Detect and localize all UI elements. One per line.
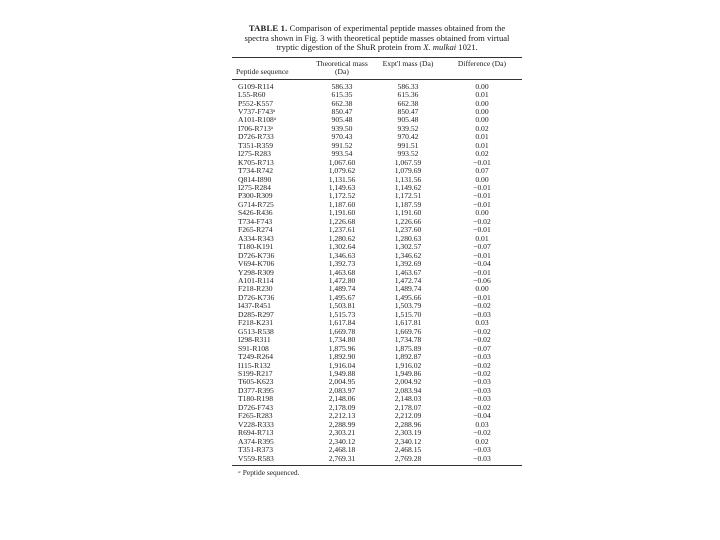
cell-theoretical: 1,669.78 — [328, 326, 356, 336]
cell-difference: −0.01 — [473, 157, 491, 167]
cell-peptide: S426-R436 — [238, 208, 273, 218]
cell-experimental: 1,503.79 — [394, 301, 422, 311]
cell-experimental: 1,131.56 — [394, 174, 422, 184]
cell-difference: −0.04 — [473, 411, 491, 421]
cell-peptide: P552-K557 — [238, 98, 274, 108]
cell-theoretical: 1,495.67 — [328, 292, 356, 302]
cell-experimental: 1,734.78 — [394, 335, 422, 345]
cell-experimental: 1,191.60 — [394, 208, 422, 218]
cell-theoretical: 1,280.62 — [328, 233, 356, 243]
cell-difference: 0.00 — [475, 81, 489, 91]
cell-theoretical: 1,617.84 — [328, 318, 356, 328]
footnote-mark: ᵃ — [238, 467, 241, 477]
cell-experimental: 939.52 — [397, 123, 419, 133]
cell-theoretical: 1,067.60 — [328, 157, 356, 167]
cell-peptide: S199-R217 — [238, 369, 273, 378]
cell-experimental: 970.42 — [397, 132, 419, 142]
cell-experimental: 991.51 — [397, 140, 419, 150]
cell-theoretical: 1,079.62 — [328, 166, 356, 176]
cell-theoretical: 662.38 — [331, 98, 353, 108]
cell-experimental: 2,468.15 — [394, 445, 422, 455]
cell-peptide: T734-F743 — [238, 216, 273, 226]
cell-difference: −0.01 — [473, 267, 491, 277]
cell-difference: −0.03 — [473, 394, 491, 404]
cell-peptide: A101-R114 — [238, 276, 274, 286]
cell-theoretical: 939.50 — [331, 123, 353, 133]
header-experimental: Expt'l mass (Da) — [382, 58, 434, 68]
caption-species: X. mulkai — [423, 42, 457, 53]
cell-peptide: T734-R742 — [238, 166, 274, 176]
cell-theoretical: 1,149.63 — [328, 183, 356, 193]
cell-experimental: 1,949.86 — [394, 369, 422, 378]
cell-peptide: T351-R359 — [238, 140, 274, 150]
table-body — [232, 80, 522, 465]
cell-theoretical: 1,472.80 — [328, 276, 356, 286]
cell-theoretical: 1,191.60 — [328, 208, 356, 218]
cell-theoretical: 1,489.74 — [328, 284, 356, 294]
cell-difference: −0.01 — [473, 183, 491, 193]
cell-experimental: 2,083.94 — [394, 385, 422, 395]
cell-theoretical: 970.43 — [331, 132, 353, 142]
cell-peptide: L55-R60 — [238, 90, 266, 100]
cell-experimental: 2,178.07 — [394, 402, 422, 412]
cell-peptide: G714-R725 — [238, 199, 274, 209]
cell-experimental: 1,669.76 — [394, 326, 422, 336]
cell-theoretical: 1,463.68 — [328, 267, 356, 277]
cell-peptide: I275-R284 — [238, 183, 271, 193]
cell-theoretical: 1,187.60 — [328, 199, 356, 209]
cell-peptide: D377-R395 — [238, 385, 274, 395]
cell-difference: −0.01 — [473, 292, 491, 302]
cell-experimental: 2,303.19 — [394, 428, 422, 438]
cell-difference: −0.07 — [473, 343, 491, 353]
cell-experimental: 1,187.59 — [394, 199, 422, 209]
cell-peptide: R694-R713 — [238, 428, 274, 438]
cell-theoretical: 1,734.80 — [328, 335, 356, 345]
cell-theoretical: 1,503.81 — [328, 301, 356, 311]
cell-experimental: 1,172.51 — [394, 191, 422, 201]
cell-difference: −0.02 — [473, 402, 491, 412]
cell-experimental: 1,237.60 — [394, 225, 422, 235]
cell-difference: 0.01 — [475, 140, 489, 150]
cell-difference: 0.02 — [475, 436, 489, 446]
cell-peptide: G513-R538 — [238, 326, 274, 336]
cell-experimental: 1,515.70 — [394, 309, 422, 319]
cell-experimental: 1,392.69 — [394, 259, 422, 269]
cell-difference: −0.02 — [473, 369, 491, 378]
cell-experimental: 1,892.87 — [394, 352, 422, 362]
cell-theoretical: 2,288.99 — [328, 419, 356, 429]
cell-experimental: 662.38 — [397, 98, 419, 108]
cell-difference: −0.03 — [473, 309, 491, 319]
header-peptide: Peptide sequence — [236, 67, 289, 77]
cell-peptide: I706-R713ᵃ — [238, 123, 273, 133]
cell-difference: −0.03 — [473, 445, 491, 455]
cell-theoretical: 993.54 — [331, 149, 353, 159]
cell-experimental: 850.47 — [397, 106, 419, 116]
cell-peptide: P300-R309 — [238, 191, 273, 201]
cell-peptide: D726-R733 — [238, 132, 274, 142]
cell-theoretical: 1,302.64 — [328, 242, 356, 252]
cell-experimental: 1,495.66 — [394, 292, 422, 302]
cell-experimental: 2,288.96 — [394, 419, 422, 429]
cell-experimental: 1,875.89 — [394, 343, 422, 353]
cell-peptide: I437-R451 — [238, 301, 271, 311]
cell-theoretical: 615.35 — [331, 90, 353, 100]
cell-theoretical: 2,340.12 — [328, 436, 356, 446]
footnote — [232, 468, 522, 477]
cell-peptide: T351-R373 — [238, 445, 274, 455]
cell-theoretical: 586.33 — [331, 81, 353, 91]
cell-peptide: K705-R713 — [238, 157, 274, 167]
cell-difference: 0.07 — [475, 166, 489, 176]
cell-experimental: 2,212.09 — [394, 411, 422, 421]
cell-experimental: 1,463.67 — [394, 267, 422, 277]
cell-theoretical: 1,892.90 — [328, 352, 356, 362]
cell-theoretical: 1,875.96 — [328, 343, 356, 353]
cell-theoretical: 1,515.73 — [328, 309, 356, 319]
cell-difference: 0.00 — [475, 106, 489, 116]
cell-peptide: V559-R583 — [238, 453, 274, 463]
cell-experimental: 1,079.69 — [394, 166, 422, 176]
cell-experimental: 1,346.62 — [394, 250, 422, 260]
table-page — [232, 24, 522, 529]
table-label: TABLE 1. — [248, 23, 288, 33]
cell-theoretical: 2,769.31 — [328, 453, 356, 463]
cell-theoretical: 2,178.09 — [328, 402, 356, 412]
cell-peptide: G109-R114 — [238, 81, 274, 91]
cell-peptide: V228-R333 — [238, 419, 274, 429]
header-row — [232, 58, 522, 79]
cell-difference: −0.03 — [473, 453, 491, 463]
footnote-text: Peptide sequenced. — [240, 467, 300, 477]
cell-theoretical: 1,172.52 — [328, 191, 356, 201]
cell-peptide: F218-K231 — [238, 318, 274, 328]
cell-theoretical: 1,916.04 — [328, 360, 356, 370]
cell-difference: 0.01 — [475, 132, 489, 142]
cell-experimental: 1,149.62 — [394, 183, 422, 193]
cell-theoretical: 1,949.88 — [328, 369, 356, 378]
cell-difference: −0.01 — [473, 191, 491, 201]
cell-peptide: T180-R198 — [238, 394, 274, 404]
cell-difference: 0.02 — [475, 123, 489, 133]
cell-peptide: A374-R395 — [238, 436, 274, 446]
cell-experimental: 1,916.02 — [394, 360, 422, 370]
cell-experimental: 905.48 — [397, 115, 419, 125]
cell-peptide: F265-R283 — [238, 411, 273, 421]
cell-difference: −0.02 — [473, 335, 491, 345]
cell-peptide: V694-K706 — [238, 259, 275, 269]
cell-experimental: 1,067.59 — [394, 157, 422, 167]
cell-experimental: 615.36 — [397, 90, 419, 100]
cell-experimental: 1,617.81 — [394, 318, 422, 328]
cell-theoretical: 1,346.63 — [328, 250, 356, 260]
cell-peptide: I115-R132 — [238, 360, 271, 370]
cell-peptide: T605-K623 — [238, 377, 274, 387]
cell-experimental: 993.52 — [397, 149, 419, 159]
cell-difference: 0.00 — [475, 115, 489, 125]
cell-theoretical: 905.48 — [331, 115, 353, 125]
cell-peptide: S91-R108 — [238, 343, 269, 353]
cell-difference: −0.07 — [473, 242, 491, 252]
cell-experimental: 1,472.74 — [394, 276, 422, 286]
cell-difference: −0.02 — [473, 428, 491, 438]
cell-difference: −0.01 — [473, 250, 491, 260]
cell-theoretical: 1,131.56 — [328, 174, 356, 184]
cell-difference: −0.02 — [473, 326, 491, 336]
cell-peptide: Y298-R309 — [238, 267, 274, 277]
cell-difference: 0.03 — [475, 419, 489, 429]
cell-difference: 0.00 — [475, 284, 489, 294]
cell-difference: −0.03 — [473, 385, 491, 395]
cell-peptide: Q814-I890 — [238, 174, 272, 184]
cell-experimental: 2,004.92 — [394, 377, 422, 387]
header-theoretical: Theoretical mass (Da) — [316, 58, 368, 77]
cell-peptide: A334-R343 — [238, 233, 274, 243]
cell-peptide: D726-K736 — [238, 250, 275, 260]
cell-difference: −0.02 — [473, 216, 491, 226]
cell-peptide: F265-R274 — [238, 225, 273, 235]
cell-experimental: 2,340.12 — [394, 436, 422, 446]
cell-theoretical: 991.52 — [331, 140, 353, 150]
cell-difference: 0.01 — [475, 90, 489, 100]
cell-difference: −0.06 — [473, 276, 491, 286]
cell-experimental: 1,489.74 — [394, 284, 422, 294]
cell-theoretical: 1,226.68 — [328, 216, 356, 226]
cell-difference: 0.00 — [475, 208, 489, 218]
cell-peptide: D726-F743 — [238, 402, 274, 412]
peptide-mass-table — [232, 58, 522, 465]
cell-difference: 0.00 — [475, 174, 489, 184]
cell-peptide: T180-K191 — [238, 242, 274, 252]
cell-theoretical: 1,392.73 — [328, 259, 356, 269]
cell-difference: 0.02 — [475, 149, 489, 159]
cell-difference: 0.01 — [475, 233, 489, 243]
cell-difference: −0.02 — [473, 360, 491, 370]
cell-experimental: 1,226.66 — [394, 216, 422, 226]
caption-text: Comparison of experimental peptide masses obtained from the spectra shown in Fig. 3 with theoretical peptide masses obtained from virtual tryptic digestion of the ShuR protein from — [244, 23, 510, 53]
cell-theoretical: 1,237.61 — [328, 225, 356, 235]
cell-difference: −0.04 — [473, 259, 491, 269]
cell-peptide: F218-R230 — [238, 284, 273, 294]
cell-theoretical: 2,083.97 — [328, 385, 356, 395]
cell-difference: 0.00 — [475, 98, 489, 108]
cell-difference: −0.03 — [473, 377, 491, 387]
bottom-rule — [232, 465, 522, 466]
cell-theoretical: 850.47 — [331, 106, 353, 116]
cell-peptide: I275-R283 — [238, 149, 271, 159]
cell-difference: −0.01 — [473, 225, 491, 235]
cell-difference: −0.03 — [473, 352, 491, 362]
cell-experimental: 2,769.28 — [394, 453, 422, 463]
cell-peptide: D285-R297 — [238, 309, 274, 319]
cell-theoretical: 2,468.18 — [328, 445, 356, 455]
header-difference: Difference (Da) — [457, 58, 507, 68]
cell-theoretical: 2,148.06 — [328, 394, 356, 404]
cell-peptide: I298-R311 — [238, 335, 271, 345]
cell-peptide: T249-R264 — [238, 352, 274, 362]
cell-experimental: 1,280.63 — [394, 233, 422, 243]
cell-theoretical: 2,303.21 — [328, 428, 356, 438]
cell-peptide: V737-F743ᵃ — [238, 106, 276, 116]
cell-peptide: A101-R108ᵃ — [238, 115, 276, 125]
cell-experimental: 2,148.03 — [394, 394, 422, 404]
table-row — [232, 455, 522, 465]
cell-experimental: 1,302.57 — [394, 242, 422, 252]
cell-theoretical: 2,212.13 — [328, 411, 356, 421]
cell-theoretical: 2,004.95 — [328, 377, 356, 387]
table-caption — [236, 24, 518, 53]
cell-difference: 0.03 — [475, 318, 489, 328]
cell-difference: −0.01 — [473, 199, 491, 209]
caption-text-end: 1021. — [456, 42, 478, 53]
cell-experimental: 586.33 — [397, 81, 419, 91]
cell-peptide: D726-K736 — [238, 292, 275, 302]
cell-difference: −0.02 — [473, 301, 491, 311]
